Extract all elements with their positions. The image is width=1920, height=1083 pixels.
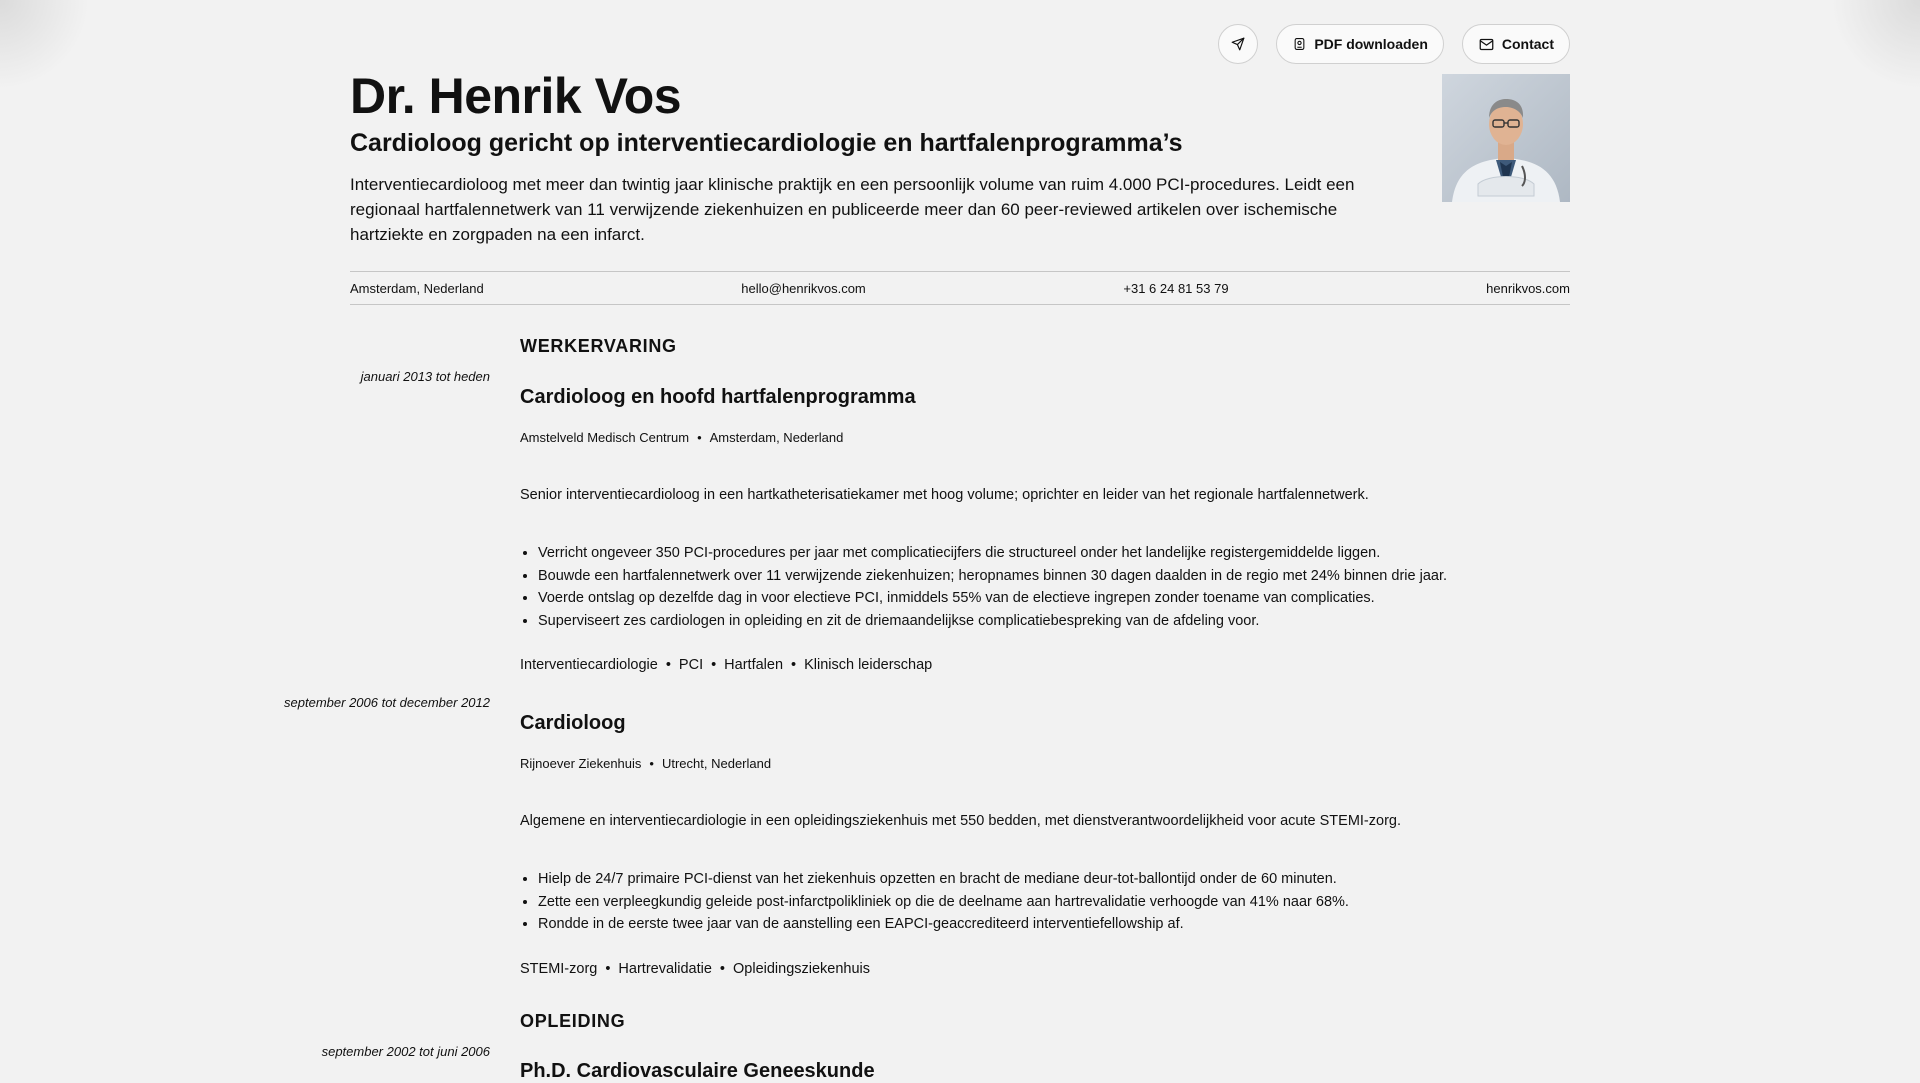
tag: PCI xyxy=(678,657,704,673)
tag: Hartrevalidatie xyxy=(618,961,712,977)
job-location: Utrecht, Nederland xyxy=(661,756,772,771)
contact-email[interactable]: hello@henrikvos.com xyxy=(741,280,866,296)
file-download-icon xyxy=(1293,37,1306,51)
corner-decoration xyxy=(1830,0,1920,90)
corner-decoration xyxy=(0,0,90,90)
achievement-item: • Zette een verpleegkundig geleide post-infarctpolikliniek op die de deelname aan hartrevalidatie verhoogde van 41% naar 68%. xyxy=(538,891,1349,914)
separator-dot: • xyxy=(719,961,725,977)
separator-dot: • xyxy=(697,430,702,445)
job-title: Cardioloog en hoofd hartfalenprogramma xyxy=(520,386,916,408)
job-organization: Rijnoever Ziekenhuis xyxy=(520,756,642,771)
share-button[interactable] xyxy=(1218,24,1258,64)
tag: STEMI-zorg xyxy=(520,961,598,977)
portrait-photo xyxy=(1442,74,1570,202)
pdf-download-button[interactable] xyxy=(1276,24,1444,64)
profile-summary: Interventiecardioloog met meer dan twintig jaar klinische praktijk en een persoonlijk volume van ruim 4.000 PCI-procedures. Leidt een regionaal hartfalennetwerk van 11 verwijzende ziekenhuizen en publiceerde meer dan 60 peer-reviewed artikelen over ischemische hartziekte en zorgpaden na een infarct. xyxy=(350,175,1355,244)
contact-website[interactable]: henrikvos.com xyxy=(1486,280,1570,296)
achievement-item: • Rondde in de eerste twee jaar van de aanstelling een EAPCI-geaccrediteerd interventiefellowship af. xyxy=(538,913,1349,936)
job-achievements xyxy=(520,542,1447,632)
contact-label: Contact xyxy=(1501,36,1554,52)
tag: Interventiecardiologie xyxy=(520,657,658,673)
job-description: Senior interventiecardioloog in een hartkatheterisatiekamer met hoog volume; oprichter en leider van het regionale hartfalennetwerk. xyxy=(520,487,1369,503)
job-organization: Amstelveld Medisch Centrum xyxy=(520,430,690,445)
contact-phone[interactable]: +31 6 24 81 53 79 xyxy=(1123,280,1229,296)
separator-dot: • xyxy=(665,657,671,673)
send-icon xyxy=(1231,37,1245,51)
separator-dot: • xyxy=(791,657,797,673)
separator-dot: • xyxy=(605,961,611,977)
header-actions xyxy=(1218,24,1570,64)
achievement-item: • Superviseert zes cardiologen in opleiding en zit de driemaandelijkse complicatiebespreking van de afdeling voor. xyxy=(538,610,1447,633)
achievement-item: • Voerde ontslag op dezelfde dag in voor electieve PCI, inmiddels 55% van de electieve ingrepen zonder toename van complicaties. xyxy=(538,587,1447,610)
education-title: Ph.D. Cardiovasculaire Geneeskunde xyxy=(520,1060,875,1082)
job-tags xyxy=(520,657,932,673)
job-location: Amsterdam, Nederland xyxy=(709,430,844,445)
achievement-item: • Bouwde een hartfalennetwerk over 11 verwijzende ziekenhuizen; heropnames binnen 30 dagen daalden in de regio met 24% binnen drie jaar. xyxy=(538,565,1447,588)
separator-dot: • xyxy=(649,756,654,771)
job-tags xyxy=(520,961,870,977)
pdf-download-label: PDF downloaden xyxy=(1314,36,1428,52)
contact-location: Amsterdam, Nederland xyxy=(350,280,484,296)
section-title-education: OPLEIDING xyxy=(520,1011,626,1031)
job-meta xyxy=(520,430,843,445)
separator-dot: • xyxy=(711,657,717,673)
mail-icon xyxy=(1479,38,1494,51)
contact-bar xyxy=(350,271,1570,305)
tag: Klinisch leiderschap xyxy=(804,657,933,673)
person-name: Dr. Henrik Vos xyxy=(350,68,682,124)
achievement-item: • Hielp de 24/7 primaire PCI-dienst van het ziekenhuis opzetten en bracht de mediane deur-tot-ballontijd onder de 60 minuten. xyxy=(538,868,1349,891)
tag: Opleidingsziekenhuis xyxy=(733,961,871,977)
tag: Hartfalen xyxy=(724,657,784,673)
job-date: september 2006 tot december 2012 xyxy=(284,695,490,710)
job-achievements xyxy=(520,868,1349,936)
job-description: Algemene en interventiecardiologie in een opleidingsziekenhuis met 550 bedden, met dienstverantwoordelijkheid voor acute STEMI-zorg. xyxy=(520,813,1401,829)
achievement-item: • Verricht ongeveer 350 PCI-procedures per jaar met complicatiecijfers die structureel onder het landelijke registergemiddelde liggen. xyxy=(538,542,1447,565)
job-date: januari 2013 tot heden xyxy=(360,369,490,384)
job-meta xyxy=(520,756,771,771)
headline: Cardioloog gericht op interventiecardiologie en hartfalenprogramma’s xyxy=(350,129,1183,157)
contact-button[interactable] xyxy=(1462,24,1570,64)
section-title-experience: WERKERVARING xyxy=(520,336,677,356)
education-date: september 2002 tot juni 2006 xyxy=(321,1044,490,1059)
job-title: Cardioloog xyxy=(520,712,626,734)
